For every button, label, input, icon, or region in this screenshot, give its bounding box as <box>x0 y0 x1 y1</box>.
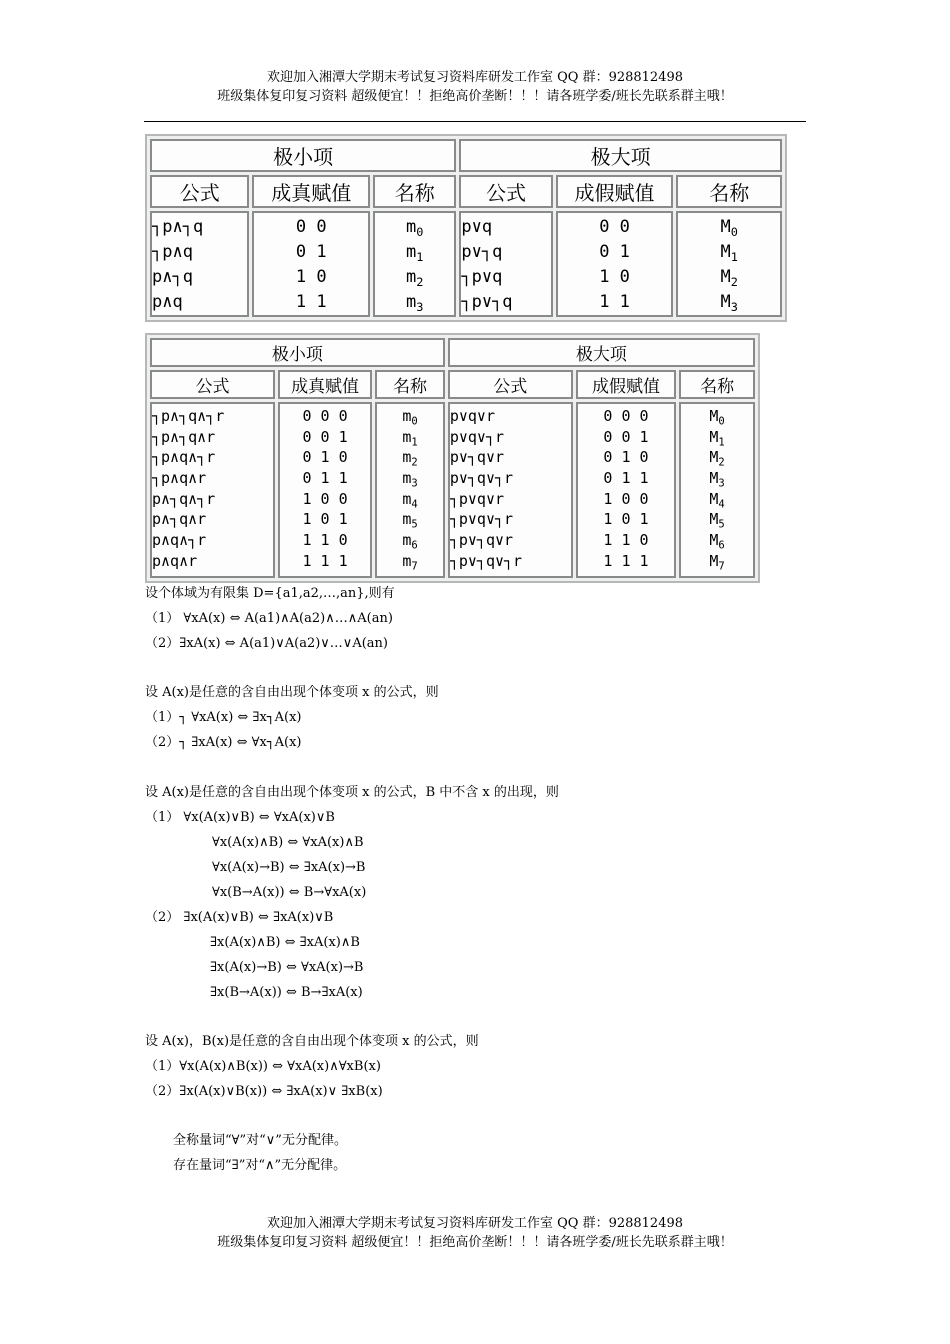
maxterm-name: $M_1$ <box>709 427 725 449</box>
false-assignment: 0 1 0 <box>603 448 649 467</box>
minterm-name: $m_2$ <box>406 267 424 290</box>
col-header-name: 名称 <box>676 175 782 208</box>
col-header-formula: 公式 <box>459 175 552 208</box>
scope-rule-2c: ∃x(A(x)→B) ⇔ ∀xA(x)→B <box>210 960 364 975</box>
maxterm-false-assignment-cell <box>556 211 674 317</box>
minterm-true-assignment-cell <box>252 211 370 317</box>
maxterm-formula: p∨┐q∨┐r <box>449 469 514 488</box>
scope-rule-1d: ∀x(B→A(x)) ⇔ B→∀xA(x) <box>212 885 367 900</box>
finite-domain-rule-1: （1） ∀xA(x) ⇔ A(a1)∧A(a2)∧…∧A(an) <box>145 611 393 626</box>
maxterm-name: $M_1$ <box>720 242 738 265</box>
maxterm-formula: ┐p∨q <box>461 267 503 287</box>
maxterm-formula: p∨q <box>461 217 493 237</box>
maxterm-name: $M_2$ <box>709 448 725 470</box>
col-header-name: 名称 <box>375 370 445 399</box>
minterm-formula: p∧q <box>152 292 183 312</box>
maxterm-formula: p∨┐q∨r <box>449 448 505 467</box>
maxterm-name: $M_0$ <box>720 217 738 240</box>
maxterm-name-cell <box>676 211 782 317</box>
minterm-name: $m_6$ <box>402 531 418 552</box>
minterm-name: $m_4$ <box>402 489 418 511</box>
negation-rule-1: （1）┐ ∀xA(x) ⇔ ∃x┐A(x) <box>145 710 302 725</box>
maxterm-title: 极大项 <box>459 139 782 172</box>
footer-line-2: 班级集体复印复习资料 超级便宜！！拒绝高价垄断！！！请各班学委/班长先联系群主哦！ <box>217 1235 733 1250</box>
maxterm-formula: ┐p∨┐q∨r <box>449 531 514 550</box>
finite-domain-intro: 设个体域为有限集 D={a1,a2,…,an},则有 <box>145 586 395 601</box>
false-assignment: 1 1 0 <box>603 531 649 550</box>
maxterm-name: $M_2$ <box>720 267 738 290</box>
true-assignment: 0 1 0 <box>302 448 348 467</box>
maxterm-name: $M_3$ <box>709 469 725 490</box>
minterm-true-assignment-cell <box>278 402 372 578</box>
scope-intro: 设 A(x)是任意的含自由出现个体变项 x 的公式，B 中不含 x 的出现，则 <box>145 785 559 800</box>
scope-rule-2d: ∃x(B→A(x)) ⇔ B→∃xA(x) <box>210 985 363 1000</box>
minterm-name: $m_5$ <box>402 510 418 532</box>
true-assignment: 1 1 1 <box>302 551 348 570</box>
col-header-formula: 公式 <box>150 175 249 208</box>
col-header-formula: 公式 <box>448 370 573 399</box>
minterm-formula: ┐p∧┐q∧┐r <box>152 407 225 425</box>
header-divider <box>144 121 806 122</box>
true-assignment: 1 1 <box>295 292 327 312</box>
true-assignment: 0 1 <box>295 242 327 262</box>
header-line-1: 欢迎加入湘潭大学期末考试复习资料库研发工作室 QQ 群：928812498 <box>266 70 684 85</box>
false-assignment: 0 0 1 <box>603 427 649 446</box>
minterm-name: $m_7$ <box>402 551 418 573</box>
minterm-formula: p∧q∧┐r <box>152 531 207 550</box>
maxterm-name: $M_6$ <box>709 531 725 552</box>
col-header-true-assignment: 成真赋值 <box>278 370 372 399</box>
maxterm-formula: ┐p∨┐q∨┐r <box>449 551 523 570</box>
negation-intro: 设 A(x)是任意的含自由出现个体变项 x 的公式，则 <box>145 685 439 700</box>
maxterm-formula: ┐p∨q∨r <box>449 489 505 508</box>
distribution-intro: 设 A(x)，B(x)是任意的含自由出现个体变项 x 的公式，则 <box>145 1034 479 1049</box>
header-line-2: 班级集体复印复习资料 超级便宜！！拒绝高价垄断！！！请各班学委/班长先联系群主哦！ <box>217 89 733 104</box>
true-assignment: 0 0 <box>295 217 327 237</box>
col-header-formula: 公式 <box>150 370 275 399</box>
maxterm-formula: p∨q∨r <box>449 407 495 425</box>
maxterm-name-cell <box>679 402 755 578</box>
minterm-formula: ┐p∧┐q∧r <box>152 427 216 446</box>
minterm-name: $m_3$ <box>406 292 424 315</box>
footer-line-1: 欢迎加入湘潭大学期末考试复习资料库研发工作室 QQ 群：928812498 <box>266 1216 684 1231</box>
maxterm-title: 极大项 <box>448 338 755 367</box>
true-assignment: 1 1 0 <box>302 531 348 550</box>
distribution-rule-1: （1）∀x(A(x)∧B(x)) ⇔ ∀xA(x)∧∀xB(x) <box>145 1059 381 1074</box>
minterm-name: $m_0$ <box>402 407 418 428</box>
maxterm-name: $M_0$ <box>709 407 725 428</box>
col-header-false-assignment: 成假赋值 <box>556 175 674 208</box>
scope-rule-1c: ∀x(A(x)→B) ⇔ ∃xA(x)→B <box>212 860 366 875</box>
minterm-formula: ┐p∧q∧┐r <box>152 448 216 467</box>
page-header <box>0 68 950 106</box>
minterm-name: $m_0$ <box>406 217 424 240</box>
minterm-title: 极小项 <box>150 139 456 172</box>
col-header-false-assignment: 成假赋值 <box>576 370 676 399</box>
minterm-formula: p∧┐q∧r <box>152 510 207 529</box>
true-assignment: 0 0 0 <box>302 407 348 425</box>
scope-rule-1b: ∀x(A(x)∧B) ⇔ ∀xA(x)∧B <box>212 835 364 850</box>
minterm-formula: p∧q∧r <box>152 551 198 570</box>
scope-rule-1: （1） ∀x(A(x)∨B) ⇔ ∀xA(x)∨B <box>145 810 335 825</box>
universal-note: 全称量词“∀”对“∨”无分配律。 <box>173 1133 347 1148</box>
minterm-formula-cell <box>150 211 249 317</box>
maxterm-name: $M_4$ <box>709 489 725 511</box>
maxterm-false-assignment-cell <box>576 402 676 578</box>
maxterm-name: $M_3$ <box>720 292 738 315</box>
minterm-formula: ┐p∧┐q <box>152 217 204 237</box>
false-assignment: 1 1 1 <box>603 551 649 570</box>
minterm-formula-cell <box>150 402 275 578</box>
false-assignment: 0 0 0 <box>603 407 649 425</box>
scope-rule-2b: ∃x(A(x)∧B) ⇔ ∃xA(x)∧B <box>210 935 360 950</box>
negation-rule-2: （2）┐ ∃xA(x) ⇔ ∀x┐A(x) <box>145 735 302 750</box>
minterm-name: $m_1$ <box>402 427 418 449</box>
false-assignment: 1 0 <box>599 267 630 287</box>
true-assignment: 1 0 0 <box>302 489 348 508</box>
page-footer <box>0 1214 950 1252</box>
distribution-rule-2: （2）∃x(A(x)∨B(x)) ⇔ ∃xA(x)∨ ∃xB(x) <box>145 1084 383 1099</box>
false-assignment: 0 1 <box>599 242 630 262</box>
false-assignment: 0 0 <box>599 217 630 237</box>
minterm-formula: p∧┐q <box>152 267 193 287</box>
col-header-true-assignment: 成真赋值 <box>252 175 370 208</box>
minterm-name: $m_1$ <box>406 242 424 265</box>
maxterm-formula: ┐p∨┐q <box>461 292 513 312</box>
maxterm-name: $M_7$ <box>709 551 725 573</box>
true-assignment: 1 0 <box>295 267 327 287</box>
maxterm-formula-cell <box>459 211 552 317</box>
false-assignment: 1 1 <box>599 292 630 312</box>
true-assignment: 0 1 1 <box>302 469 348 488</box>
col-header-name: 名称 <box>373 175 456 208</box>
true-assignment: 0 0 1 <box>302 427 348 446</box>
minterm-name: $m_3$ <box>402 469 418 490</box>
existential-note: 存在量词“∃”对“∧”无分配律。 <box>173 1158 347 1173</box>
minterm-name: $m_2$ <box>402 448 418 470</box>
minterm-title: 极小项 <box>150 338 445 367</box>
minterm-formula: ┐p∧q <box>152 242 193 262</box>
maxterm-formula: ┐p∨q∨┐r <box>449 510 514 529</box>
maxterm-formula-cell <box>448 402 573 578</box>
minterm-name-cell <box>375 402 445 578</box>
maxterm-name: $M_5$ <box>709 510 725 532</box>
false-assignment: 1 0 0 <box>603 489 649 508</box>
maxterm-formula: p∨┐q <box>461 242 503 262</box>
minterm-name-cell <box>373 211 456 317</box>
minterm-maxterm-table-2var <box>145 134 787 322</box>
minterm-formula: ┐p∧q∧r <box>152 469 207 488</box>
finite-domain-rule-2: （2）∃xA(x) ⇔ A(a1)∨A(a2)∨…∨A(an) <box>145 636 388 651</box>
minterm-maxterm-table-3var <box>145 333 760 583</box>
false-assignment: 0 1 1 <box>603 469 649 488</box>
col-header-name: 名称 <box>679 370 755 399</box>
scope-rule-2: （2） ∃x(A(x)∨B) ⇔ ∃xA(x)∨B <box>145 910 334 925</box>
false-assignment: 1 0 1 <box>603 510 649 529</box>
true-assignment: 1 0 1 <box>302 510 348 529</box>
maxterm-formula: p∨q∨┐r <box>449 427 505 446</box>
minterm-formula: p∧┐q∧┐r <box>152 489 216 508</box>
